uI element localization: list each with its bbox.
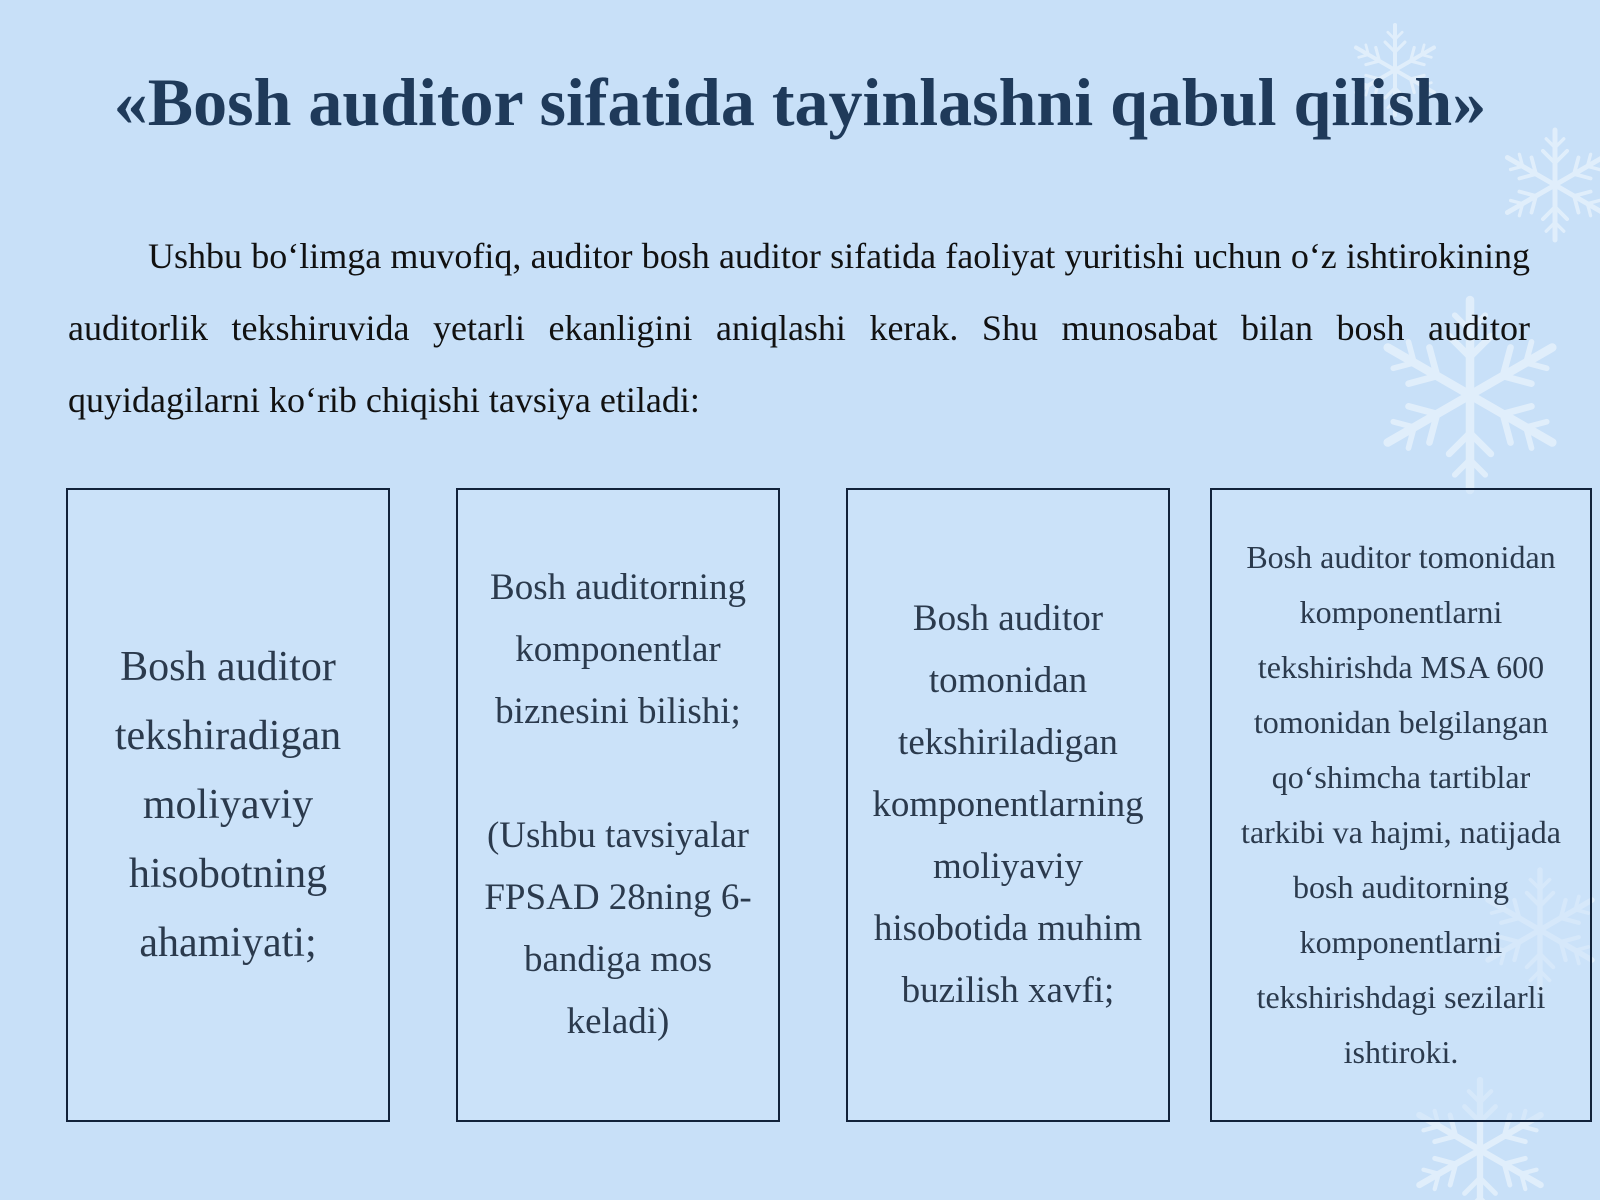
- intro-paragraph: Ushbu bo‘limga muvofiq, auditor bosh auditor sifatida faoliyat yuritishi uchun o‘z ishtirokining auditorlik tekshiruvida yetarli ekanligini aniqlashi kerak. Shu munosabat bilan bosh auditor quyidagilarni ko‘rib chiqishi tavsiya etiladi:: [68, 236, 1530, 420]
- slide-title: «Bosh auditor sifatida tayinlashni qabul qilish»: [113, 64, 1487, 140]
- criteria-box-3: [846, 488, 1170, 1122]
- criteria-box-3-text: Bosh auditor tomonidan tekshiriladigan komponentlarning moliyaviy hisobotida muhim buzilish xavfi;: [872, 598, 1144, 1011]
- criteria-box-1-text: Bosh auditor tekshiradigan moliyaviy hisobotning ahamiyati;: [114, 643, 342, 966]
- criteria-box-4: [1210, 488, 1592, 1122]
- criteria-box-2: [456, 488, 780, 1122]
- criteria-box-2-text: Bosh auditorning komponentlar biznesini bilishi; (Ushbu tavsiyalar FPSAD 28ning 6- bandiga mos keladi): [484, 567, 752, 1042]
- criteria-box-4-text: Bosh auditor tomonidan komponentlarni tekshirishda MSA 600 tomonidan belgilangan qo‘shimcha tartiblar tarkibi va hajmi, natijada bosh auditorning komponentlarni tekshirishdagi sezilarli ishtiroki.: [1241, 539, 1561, 1070]
- criteria-box-1: [66, 488, 390, 1122]
